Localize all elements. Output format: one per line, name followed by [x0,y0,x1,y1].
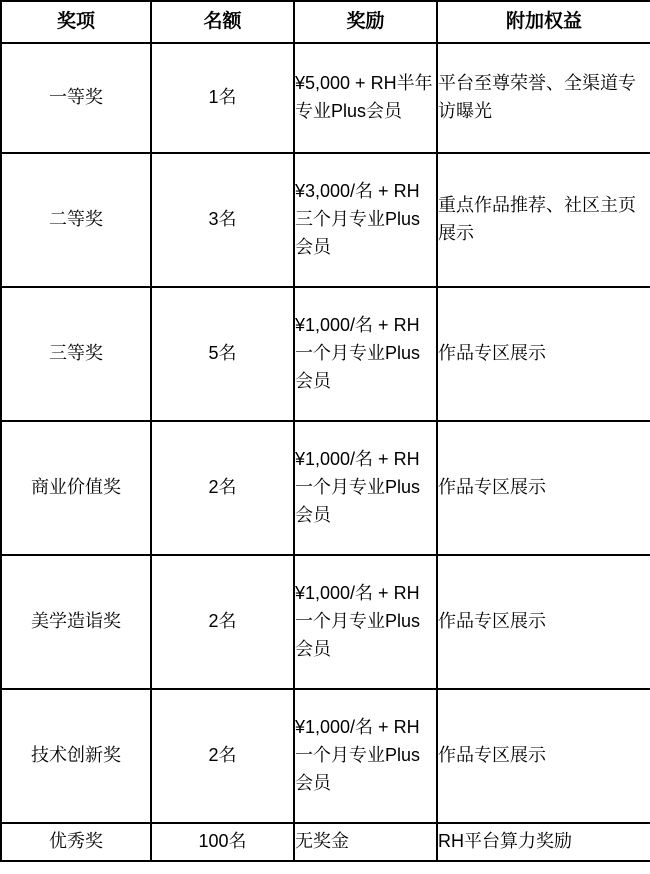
column-header-benefit: 附加权益 [437,1,650,43]
cell-benefit: RH平台算力奖励 [437,823,650,861]
cell-award: 一等奖 [1,43,151,153]
cell-prize: ¥1,000/名 + RH一个月专业Plus会员 [294,287,437,421]
cell-benefit: 作品专区展示 [437,287,650,421]
column-header-quota: 名额 [151,1,294,43]
column-header-prize: 奖励 [294,1,437,43]
cell-prize: ¥1,000/名 + RH一个月专业Plus会员 [294,421,437,555]
table-row [1,689,650,823]
cell-benefit: 重点作品推荐、社区主页展示 [437,153,650,287]
cell-quota: 2名 [151,555,294,689]
table-row [1,421,650,555]
cell-prize: ¥1,000/名 + RH一个月专业Plus会员 [294,689,437,823]
cell-benefit: 平台至尊荣誉、全渠道专访曝光 [437,43,650,153]
cell-quota: 2名 [151,689,294,823]
cell-quota: 1名 [151,43,294,153]
table-row [1,287,650,421]
cell-quota: 2名 [151,421,294,555]
table-row [1,555,650,689]
cell-benefit: 作品专区展示 [437,689,650,823]
cell-award: 商业价值奖 [1,421,151,555]
cell-benefit: 作品专区展示 [437,555,650,689]
cell-quota: 3名 [151,153,294,287]
table-body [1,43,650,861]
cell-quota: 100名 [151,823,294,861]
cell-prize: ¥5,000 + RH半年专业Plus会员 [294,43,437,153]
cell-prize: ¥1,000/名 + RH一个月专业Plus会员 [294,555,437,689]
cell-award: 二等奖 [1,153,151,287]
table-row [1,153,650,287]
table-header [1,1,650,43]
cell-prize: ¥3,000/名 + RH三个月专业Plus会员 [294,153,437,287]
table-row [1,823,650,861]
cell-award: 优秀奖 [1,823,151,861]
cell-prize: 无奖金 [294,823,437,861]
cell-quota: 5名 [151,287,294,421]
cell-benefit: 作品专区展示 [437,421,650,555]
table-row [1,43,650,153]
table-header-row [1,1,650,43]
column-header-award: 奖项 [1,1,151,43]
cell-award: 三等奖 [1,287,151,421]
cell-award: 技术创新奖 [1,689,151,823]
cell-award: 美学造诣奖 [1,555,151,689]
